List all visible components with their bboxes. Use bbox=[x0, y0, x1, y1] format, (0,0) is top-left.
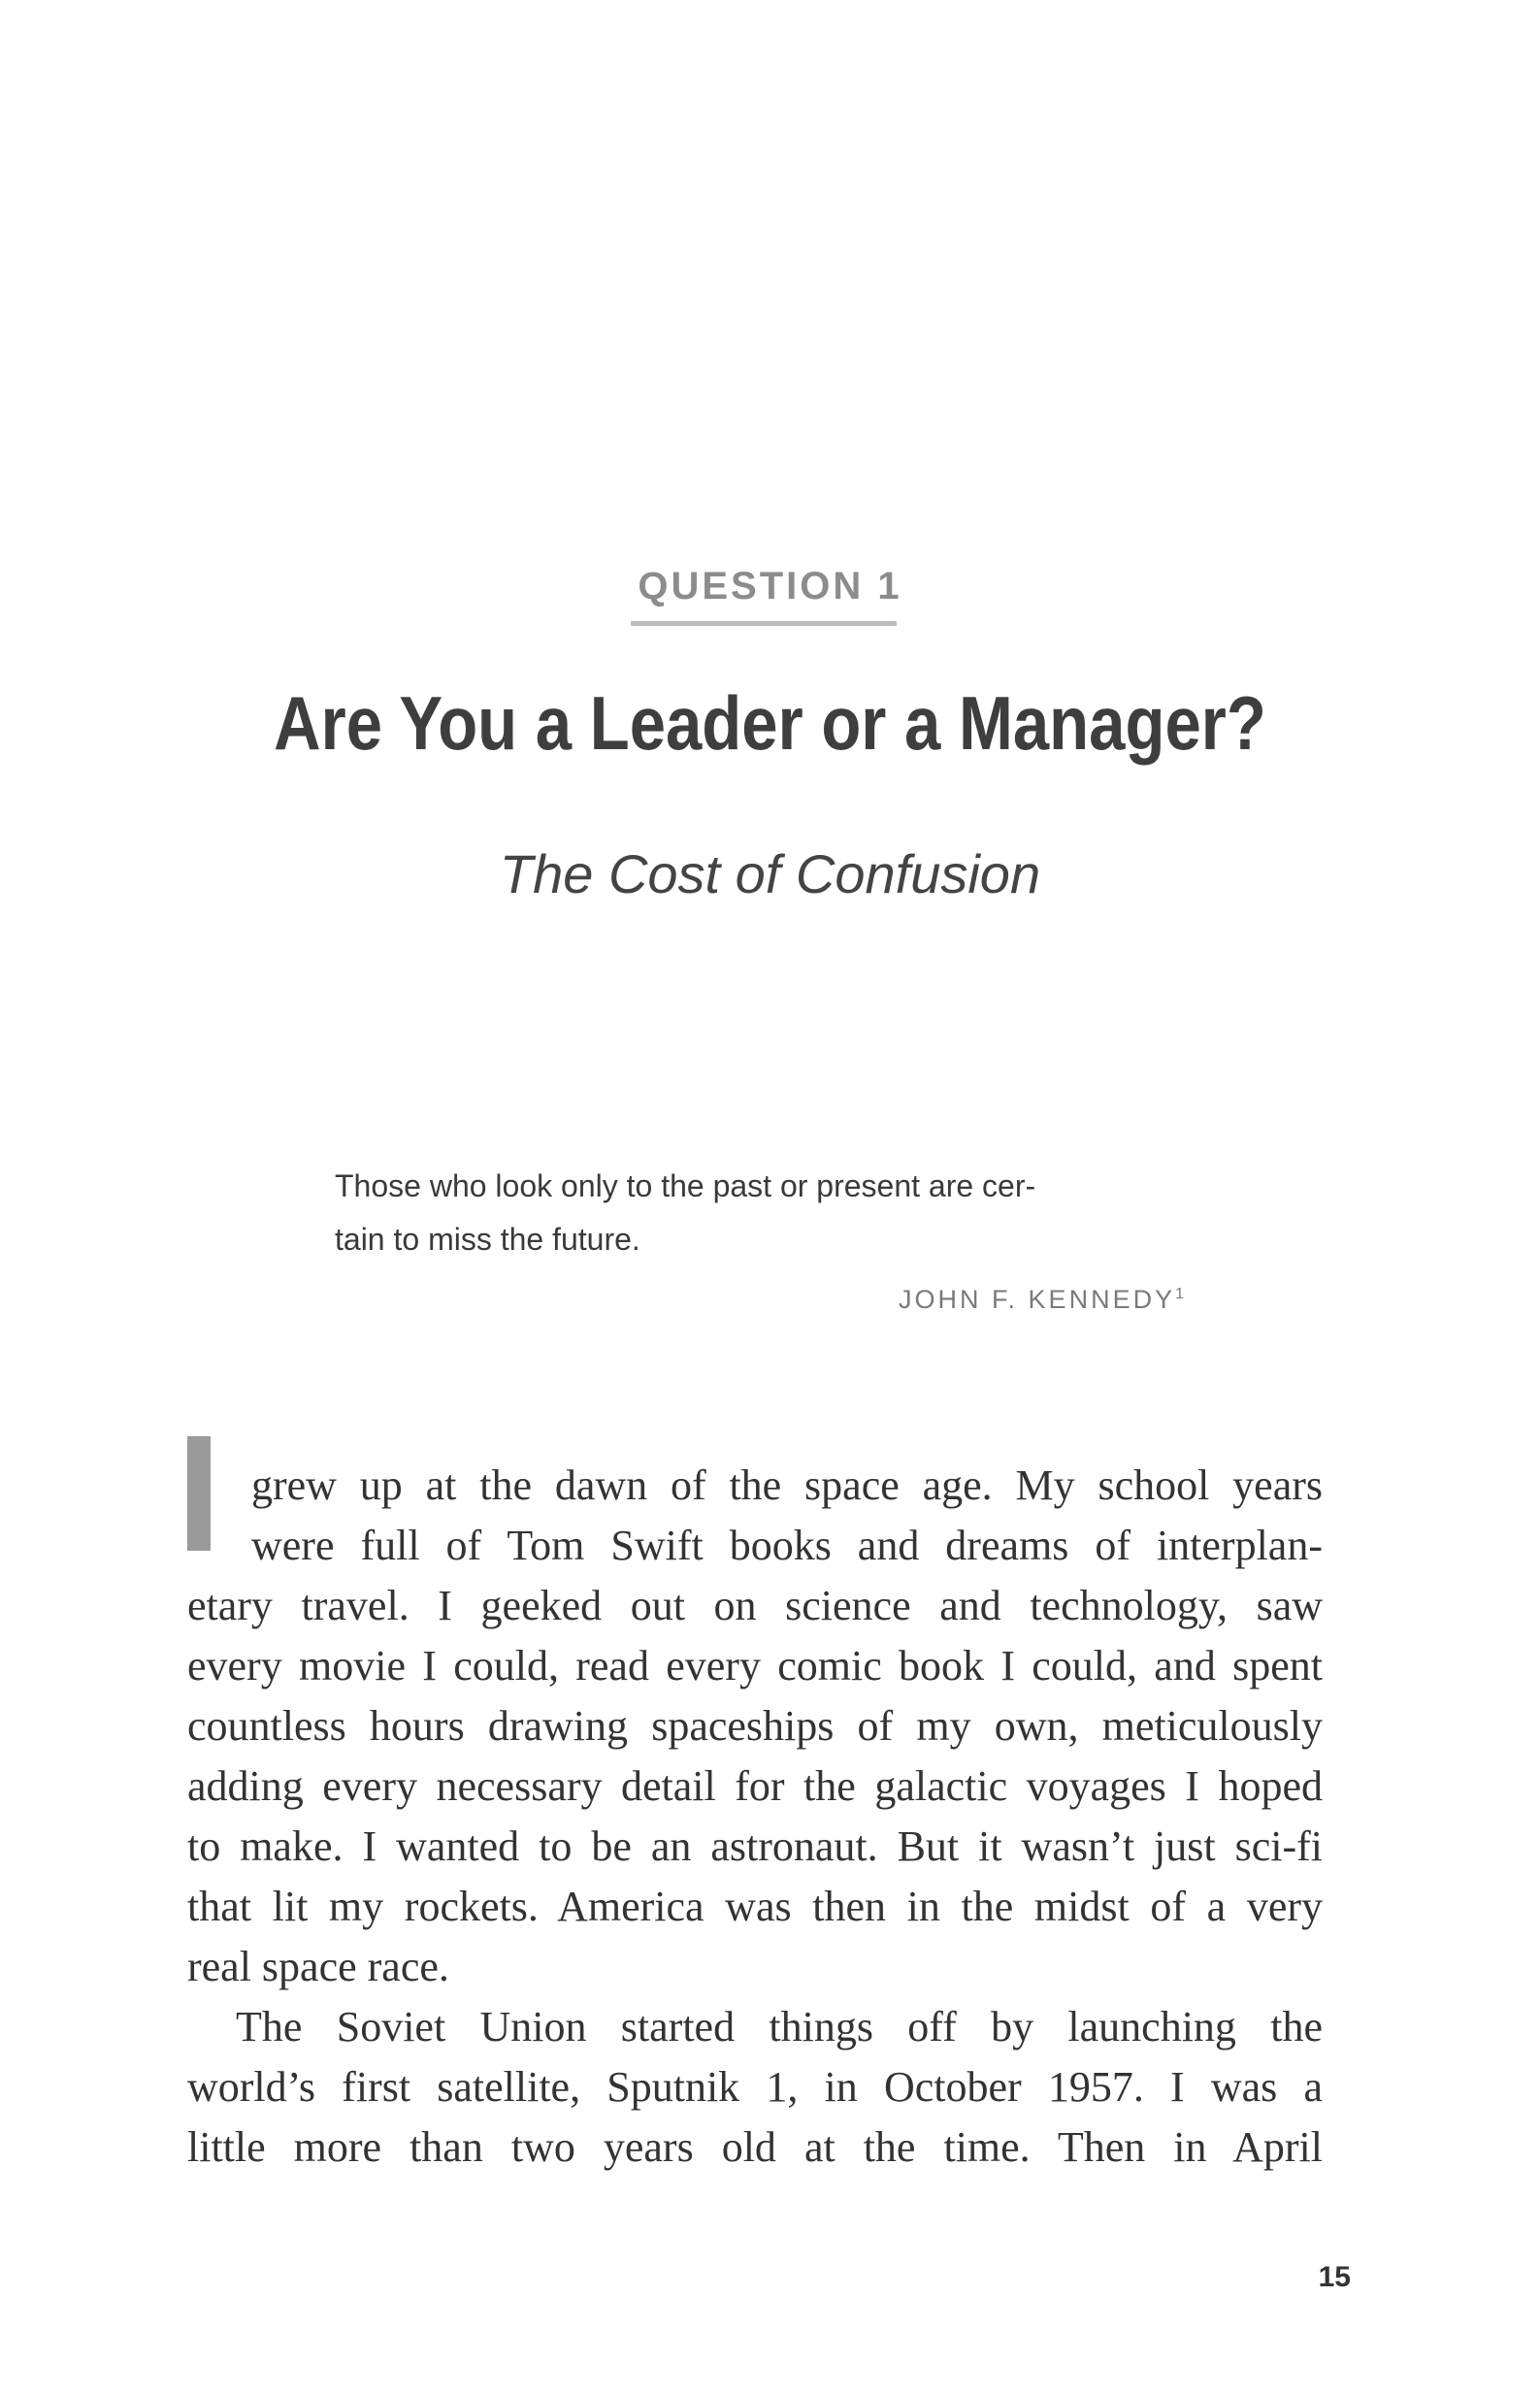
footnote-marker: 1 bbox=[1175, 1286, 1184, 1302]
epigraph-quote bbox=[335, 1160, 1189, 1266]
epigraph-line: Those who look only to the past or present are cer- bbox=[335, 1168, 1036, 1203]
body-line: countless hours drawing spaceships of my own, meticulously bbox=[187, 1702, 1323, 1750]
body-text bbox=[187, 1456, 1323, 2178]
body-line: every movie I could, read every comic book I could, and spent bbox=[187, 1642, 1323, 1690]
attribution-name: JOHN F. KENNEDY bbox=[899, 1285, 1176, 1314]
chapter-label-underline bbox=[631, 621, 897, 626]
epigraph-attribution bbox=[776, 1285, 1184, 1315]
body-line: to make. I wanted to be an astronaut. But it wasn’t just sci-fi bbox=[187, 1822, 1323, 1870]
body-line: world’s first satellite, Sputnik 1, in October 1957. I was a bbox=[187, 2063, 1323, 2111]
chapter-label: QUESTION 1 bbox=[638, 565, 902, 607]
page-number: 15 bbox=[1318, 2261, 1351, 2293]
chapter-subtitle: The Cost of Confusion bbox=[499, 843, 1041, 904]
body-line: were full of Tom Swift books and dreams of interplan- bbox=[251, 1522, 1323, 1569]
epigraph-line: tain to miss the future. bbox=[335, 1222, 640, 1257]
body-line: adding every necessary detail for the galactic voyages I hoped bbox=[187, 1762, 1323, 1810]
body-line: real space race. bbox=[187, 1943, 449, 1990]
body-line: that lit my rockets. America was then in the midst of a very bbox=[187, 1883, 1323, 1930]
chapter-title: Are You a Leader or a Manager? bbox=[274, 680, 1266, 766]
body-line: little more than two years old at the time. Then in April bbox=[187, 2123, 1323, 2171]
body-line: grew up at the dawn of the space age. My school years bbox=[251, 1461, 1323, 1509]
body-line: The Soviet Union started things off by launching the bbox=[236, 2003, 1323, 2051]
body-line: etary travel. I geeked out on science and technology, saw bbox=[187, 1582, 1323, 1629]
